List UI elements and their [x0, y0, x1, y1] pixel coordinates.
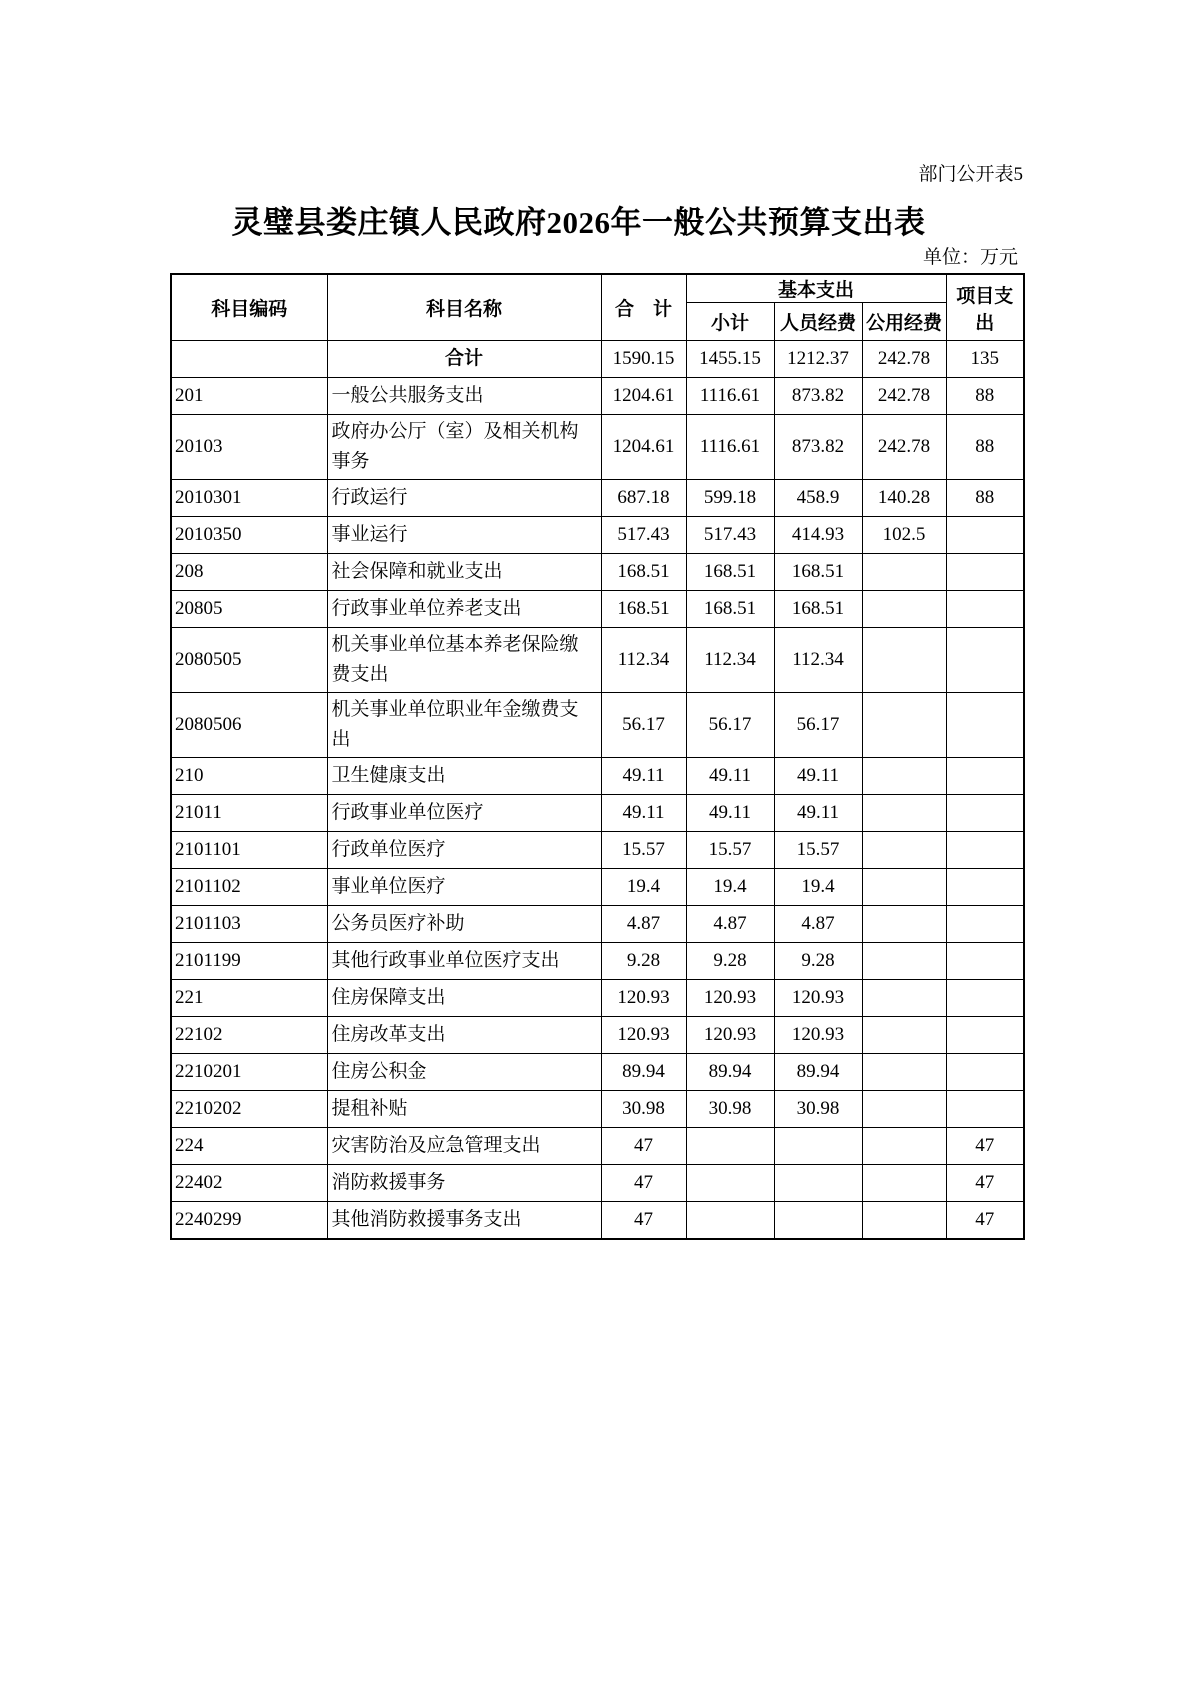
cell-total: 15.57 — [601, 832, 686, 869]
cell-name: 事业单位医疗 — [327, 869, 601, 906]
cell-total: 56.17 — [601, 693, 686, 758]
header-subtotal: 小计 — [686, 303, 774, 341]
header-public-expense: 公用经费 — [862, 303, 946, 341]
cell-project-expense — [946, 628, 1024, 693]
cell-project-expense — [946, 1091, 1024, 1128]
cell-personnel-expense — [774, 1165, 862, 1202]
cell-public-expense: 242.78 — [862, 415, 946, 480]
cell-code: 2101101 — [171, 832, 327, 869]
table-row — [171, 906, 1024, 943]
cell-project-expense — [946, 591, 1024, 628]
cell-subtotal: 1455.15 — [686, 341, 774, 378]
cell-subtotal: 56.17 — [686, 693, 774, 758]
cell-name: 灾害防治及应急管理支出 — [327, 1128, 601, 1165]
cell-name: 住房保障支出 — [327, 980, 601, 1017]
table-row — [171, 693, 1024, 758]
cell-total: 47 — [601, 1165, 686, 1202]
cell-personnel-expense — [774, 1128, 862, 1165]
cell-project-expense — [946, 943, 1024, 980]
cell-subtotal: 89.94 — [686, 1054, 774, 1091]
cell-project-expense: 88 — [946, 378, 1024, 415]
cell-personnel-expense: 168.51 — [774, 554, 862, 591]
cell-total: 49.11 — [601, 795, 686, 832]
document — [170, 0, 1023, 1240]
cell-total: 9.28 — [601, 943, 686, 980]
cell-code: 2080505 — [171, 628, 327, 693]
cell-subtotal: 1116.61 — [686, 415, 774, 480]
cell-total: 112.34 — [601, 628, 686, 693]
cell-name: 事业运行 — [327, 517, 601, 554]
cell-public-expense: 140.28 — [862, 480, 946, 517]
cell-subtotal: 168.51 — [686, 554, 774, 591]
cell-project-expense: 47 — [946, 1128, 1024, 1165]
cell-personnel-expense: 89.94 — [774, 1054, 862, 1091]
cell-name: 卫生健康支出 — [327, 758, 601, 795]
cell-personnel-expense: 168.51 — [774, 591, 862, 628]
cell-public-expense — [862, 832, 946, 869]
cell-public-expense — [862, 869, 946, 906]
cell-public-expense — [862, 1054, 946, 1091]
cell-total: 4.87 — [601, 906, 686, 943]
cell-public-expense — [862, 1165, 946, 1202]
cell-subtotal: 599.18 — [686, 480, 774, 517]
cell-total: 47 — [601, 1128, 686, 1165]
cell-code: 2240299 — [171, 1202, 327, 1240]
cell-personnel-expense: 49.11 — [774, 795, 862, 832]
header-row-1 — [171, 274, 1024, 303]
cell-personnel-expense: 9.28 — [774, 943, 862, 980]
table-row — [171, 832, 1024, 869]
cell-name: 行政事业单位养老支出 — [327, 591, 601, 628]
cell-project-expense — [946, 554, 1024, 591]
cell-subtotal: 4.87 — [686, 906, 774, 943]
cell-public-expense — [862, 1128, 946, 1165]
cell-total: 89.94 — [601, 1054, 686, 1091]
cell-total: 517.43 — [601, 517, 686, 554]
budget-table — [170, 273, 1025, 1240]
table-row — [171, 980, 1024, 1017]
cell-code: 21011 — [171, 795, 327, 832]
cell-personnel-expense: 112.34 — [774, 628, 862, 693]
cell-public-expense — [862, 693, 946, 758]
cell-public-expense: 242.78 — [862, 378, 946, 415]
cell-subtotal: 9.28 — [686, 943, 774, 980]
cell-subtotal — [686, 1202, 774, 1240]
table-row — [171, 378, 1024, 415]
cell-subtotal: 517.43 — [686, 517, 774, 554]
cell-project-expense: 88 — [946, 415, 1024, 480]
cell-public-expense — [862, 906, 946, 943]
cell-subtotal: 30.98 — [686, 1091, 774, 1128]
cell-personnel-expense: 15.57 — [774, 832, 862, 869]
cell-public-expense — [862, 1202, 946, 1240]
doc-label: 部门公开表5 — [918, 164, 1023, 185]
cell-public-expense — [862, 758, 946, 795]
cell-project-expense: 88 — [946, 480, 1024, 517]
cell-code: 201 — [171, 378, 327, 415]
cell-subtotal: 49.11 — [686, 795, 774, 832]
cell-public-expense: 242.78 — [862, 341, 946, 378]
cell-project-expense — [946, 980, 1024, 1017]
cell-code: 22102 — [171, 1017, 327, 1054]
cell-name: 公务员医疗补助 — [327, 906, 601, 943]
cell-code: 2101103 — [171, 906, 327, 943]
cell-project-expense: 47 — [946, 1165, 1024, 1202]
cell-project-expense: 135 — [946, 341, 1024, 378]
cell-subtotal — [686, 1128, 774, 1165]
cell-personnel-expense: 19.4 — [774, 869, 862, 906]
table-row — [171, 517, 1024, 554]
cell-name: 合计 — [327, 341, 601, 378]
cell-total: 120.93 — [601, 980, 686, 1017]
cell-project-expense: 47 — [946, 1202, 1024, 1240]
cell-code: 210 — [171, 758, 327, 795]
table-row — [171, 1165, 1024, 1202]
table-row — [171, 480, 1024, 517]
cell-total: 120.93 — [601, 1017, 686, 1054]
cell-name: 政府办公厅（室）及相关机构事务 — [327, 415, 601, 480]
cell-personnel-expense — [774, 1202, 862, 1240]
cell-total: 30.98 — [601, 1091, 686, 1128]
cell-code: 2010350 — [171, 517, 327, 554]
cell-subtotal: 15.57 — [686, 832, 774, 869]
table-row — [171, 943, 1024, 980]
cell-total: 19.4 — [601, 869, 686, 906]
cell-subtotal: 168.51 — [686, 591, 774, 628]
cell-name: 住房改革支出 — [327, 1017, 601, 1054]
cell-name: 机关事业单位基本养老保险缴费支出 — [327, 628, 601, 693]
cell-name: 行政运行 — [327, 480, 601, 517]
cell-project-expense — [946, 869, 1024, 906]
header-project-expense: 项目支出 — [946, 274, 1024, 341]
table-row — [171, 1054, 1024, 1091]
cell-subtotal: 19.4 — [686, 869, 774, 906]
cell-name: 其他行政事业单位医疗支出 — [327, 943, 601, 980]
cell-code: 2210202 — [171, 1091, 327, 1128]
cell-personnel-expense: 120.93 — [774, 980, 862, 1017]
cell-public-expense — [862, 795, 946, 832]
cell-subtotal: 120.93 — [686, 1017, 774, 1054]
cell-subtotal — [686, 1165, 774, 1202]
cell-project-expense — [946, 832, 1024, 869]
table-row — [171, 869, 1024, 906]
cell-public-expense — [862, 591, 946, 628]
cell-project-expense — [946, 693, 1024, 758]
cell-code: 208 — [171, 554, 327, 591]
cell-public-expense — [862, 554, 946, 591]
table-row — [171, 341, 1024, 378]
cell-name: 住房公积金 — [327, 1054, 601, 1091]
cell-personnel-expense: 4.87 — [774, 906, 862, 943]
cell-total: 687.18 — [601, 480, 686, 517]
header-code: 科目编码 — [171, 274, 327, 341]
header-total: 合 计 — [601, 274, 686, 341]
cell-personnel-expense: 56.17 — [774, 693, 862, 758]
cell-personnel-expense: 873.82 — [774, 378, 862, 415]
cell-total: 49.11 — [601, 758, 686, 795]
table-row — [171, 1091, 1024, 1128]
cell-code: 2010301 — [171, 480, 327, 517]
table-row — [171, 1017, 1024, 1054]
cell-personnel-expense: 1212.37 — [774, 341, 862, 378]
cell-name: 一般公共服务支出 — [327, 378, 601, 415]
cell-project-expense — [946, 758, 1024, 795]
page-title: 灵璧县娄庄镇人民政府2026年一般公共预算支出表 — [231, 205, 926, 240]
cell-name: 机关事业单位职业年金缴费支出 — [327, 693, 601, 758]
cell-subtotal: 49.11 — [686, 758, 774, 795]
table-row — [171, 1202, 1024, 1240]
cell-name: 提租补贴 — [327, 1091, 601, 1128]
cell-project-expense — [946, 1017, 1024, 1054]
header-personnel-expense: 人员经费 — [774, 303, 862, 341]
unit-label: 单位：万元 — [922, 247, 1018, 268]
cell-subtotal: 112.34 — [686, 628, 774, 693]
cell-project-expense — [946, 906, 1024, 943]
cell-name: 行政事业单位医疗 — [327, 795, 601, 832]
cell-total: 47 — [601, 1202, 686, 1240]
cell-code — [171, 341, 327, 378]
table-row — [171, 1128, 1024, 1165]
cell-code: 221 — [171, 980, 327, 1017]
cell-name: 消防救援事务 — [327, 1165, 601, 1202]
table-row — [171, 795, 1024, 832]
cell-public-expense — [862, 980, 946, 1017]
cell-public-expense — [862, 943, 946, 980]
cell-personnel-expense: 49.11 — [774, 758, 862, 795]
cell-code: 2101199 — [171, 943, 327, 980]
cell-code: 2210201 — [171, 1054, 327, 1091]
cell-total: 1590.15 — [601, 341, 686, 378]
cell-public-expense — [862, 1017, 946, 1054]
cell-public-expense — [862, 628, 946, 693]
cell-total: 1204.61 — [601, 378, 686, 415]
cell-code: 20805 — [171, 591, 327, 628]
cell-code: 2101102 — [171, 869, 327, 906]
cell-personnel-expense: 120.93 — [774, 1017, 862, 1054]
cell-code: 20103 — [171, 415, 327, 480]
table-header — [171, 274, 1024, 341]
cell-code: 22402 — [171, 1165, 327, 1202]
cell-subtotal: 120.93 — [686, 980, 774, 1017]
cell-code: 224 — [171, 1128, 327, 1165]
header-name: 科目名称 — [327, 274, 601, 341]
cell-personnel-expense: 30.98 — [774, 1091, 862, 1128]
cell-personnel-expense: 458.9 — [774, 480, 862, 517]
table-row — [171, 554, 1024, 591]
cell-subtotal: 1116.61 — [686, 378, 774, 415]
cell-total: 1204.61 — [601, 415, 686, 480]
header-basic-expense: 基本支出 — [686, 274, 946, 303]
cell-public-expense: 102.5 — [862, 517, 946, 554]
cell-project-expense — [946, 1054, 1024, 1091]
cell-personnel-expense: 873.82 — [774, 415, 862, 480]
cell-project-expense — [946, 517, 1024, 554]
table-row — [171, 591, 1024, 628]
cell-personnel-expense: 414.93 — [774, 517, 862, 554]
cell-name: 社会保障和就业支出 — [327, 554, 601, 591]
cell-total: 168.51 — [601, 554, 686, 591]
cell-total: 168.51 — [601, 591, 686, 628]
cell-project-expense — [946, 795, 1024, 832]
cell-public-expense — [862, 1091, 946, 1128]
cell-name: 其他消防救援事务支出 — [327, 1202, 601, 1240]
cell-code: 2080506 — [171, 693, 327, 758]
cell-name: 行政单位医疗 — [327, 832, 601, 869]
table-row — [171, 758, 1024, 795]
table-row — [171, 628, 1024, 693]
table-row — [171, 415, 1024, 480]
table-body — [171, 341, 1024, 1240]
